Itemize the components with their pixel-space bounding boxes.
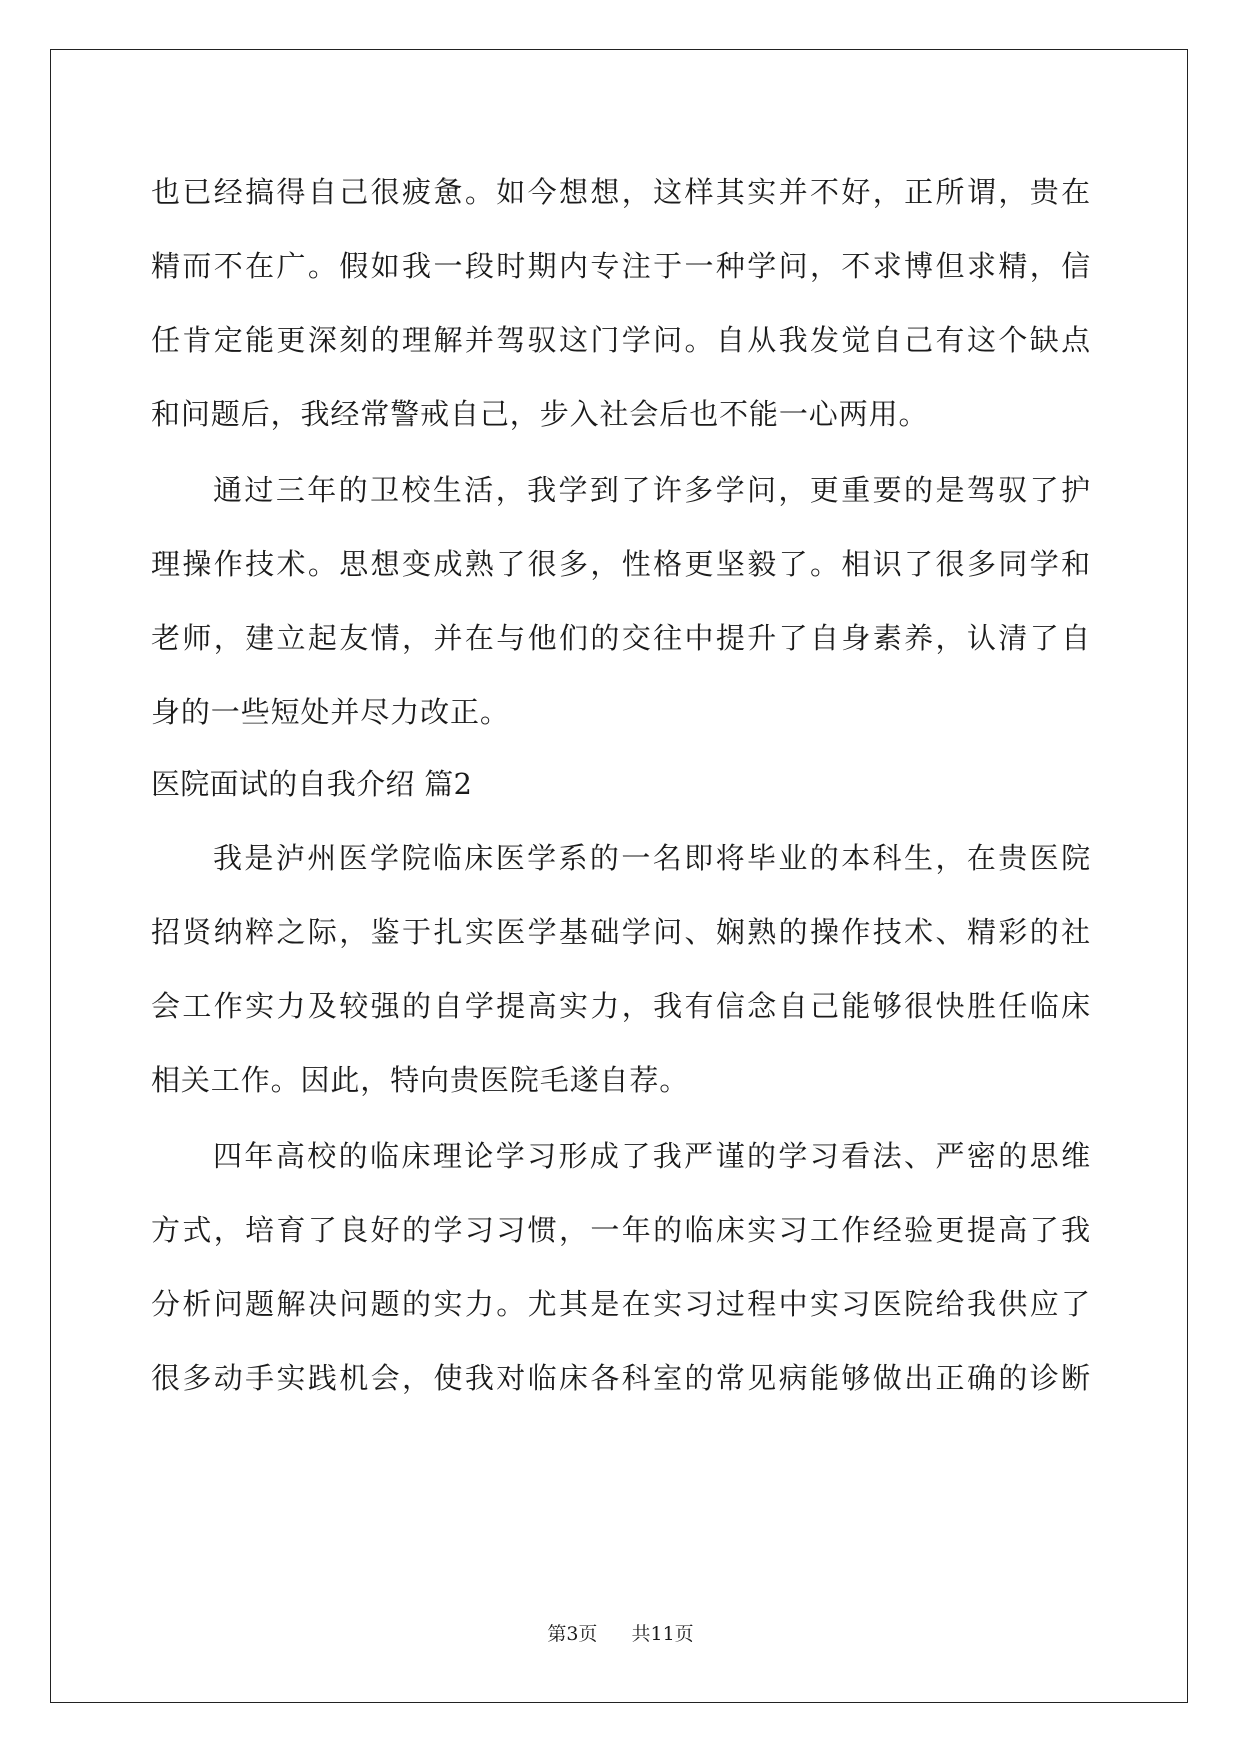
body-text-line: 招贤纳粹之际，鉴于扎实医学基础学问、娴熟的操作技术、精彩的社 [151, 915, 1091, 949]
body-text-line: 方式，培育了良好的学习习惯，一年的临床实习工作经验更提高了我 [151, 1213, 1091, 1247]
body-text-line: 通过三年的卫校生活，我学到了许多学问，更重要的是驾驭了护 [213, 473, 1091, 507]
body-text-line: 身的一些短处并尽力改正。 [151, 695, 510, 729]
body-text-line: 和问题后，我经常警戒自己，步入社会后也不能一心两用。 [151, 397, 929, 431]
body-text-line: 会工作实力及较强的自学提高实力，我有信念自己能够很快胜任临床 [151, 989, 1091, 1023]
body-text-line: 我是泸州医学院临床医学系的一名即将毕业的本科生，在贵医院 [213, 841, 1091, 875]
body-text-line: 相关工作。因此，特向贵医院毛遂自荐。 [151, 1063, 690, 1097]
body-text-line: 四年高校的临床理论学习形成了我严谨的学习看法、严密的思维 [213, 1139, 1091, 1173]
body-text-line: 精而不在广。假如我一段时期内专注于一种学问，不求博但求精，信 [151, 249, 1091, 283]
page-footer [0, 1622, 1241, 1646]
body-text-line: 分析问题解决问题的实力。尤其是在实习过程中实习医院给我供应了 [151, 1287, 1091, 1321]
body-text-line: 也已经搞得自己很疲惫。如今想想，这样其实并不好，正所谓，贵在 [151, 175, 1091, 209]
page-number: 第3页 [547, 1623, 598, 1645]
body-text-line: 很多动手实践机会，使我对临床各科室的常见病能够做出正确的诊断 [151, 1361, 1091, 1395]
body-text-line: 理操作技术。思想变成熟了很多，性格更坚毅了。相识了很多同学和 [151, 547, 1091, 581]
section-heading: 医院面试的自我介绍 篇2 [151, 767, 473, 801]
body-text-line: 任肯定能更深刻的理解并驾驭这门学问。自从我发觉自己有这个缺点 [151, 323, 1091, 357]
body-text-line: 老师，建立起友情，并在与他们的交往中提升了自身素养，认清了自 [151, 621, 1091, 655]
page-total: 共11页 [631, 1623, 694, 1645]
